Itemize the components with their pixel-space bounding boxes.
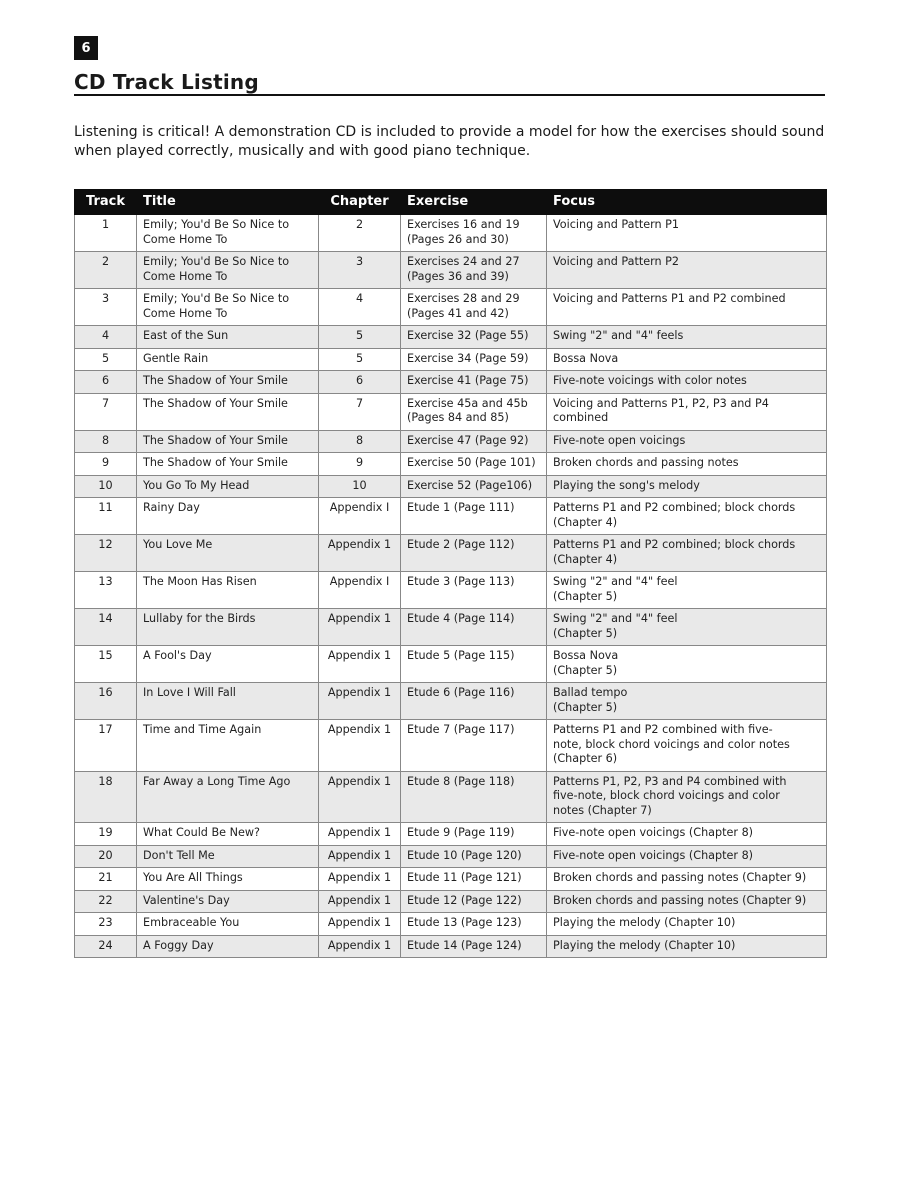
cell-chapter: Appendix 1 <box>319 646 401 683</box>
table-body <box>75 215 827 958</box>
table-row <box>75 475 827 498</box>
table-row <box>75 720 827 772</box>
cell-exercise: Etude 6 (Page 116) <box>401 683 547 720</box>
cell-focus: Voicing and Patterns P1, P2, P3 and P4 combined <box>547 393 827 430</box>
cell-title: What Could Be New? <box>137 823 319 846</box>
cell-track: 5 <box>75 348 137 371</box>
page-title: CD Track Listing <box>74 70 259 94</box>
cell-exercise: Exercise 47 (Page 92) <box>401 430 547 453</box>
cell-chapter: Appendix 1 <box>319 771 401 823</box>
cell-exercise: Etude 10 (Page 120) <box>401 845 547 868</box>
cell-chapter: 9 <box>319 453 401 476</box>
cell-exercise: Exercises 28 and 29 (Pages 41 and 42) <box>401 289 547 326</box>
cell-chapter: 7 <box>319 393 401 430</box>
cell-exercise: Exercise 45a and 45b (Pages 84 and 85) <box>401 393 547 430</box>
cell-chapter: Appendix 1 <box>319 935 401 958</box>
intro-paragraph: Listening is critical! A demonstration CD is included to provide a model for how the exercises should sound when played correctly, musically and with good piano technique. <box>74 124 825 159</box>
cell-chapter: 2 <box>319 215 401 252</box>
table-row <box>75 498 827 535</box>
cell-title: East of the Sun <box>137 326 319 349</box>
cell-track: 17 <box>75 720 137 772</box>
cell-title: Don't Tell Me <box>137 845 319 868</box>
cell-focus: Bossa Nova (Chapter 5) <box>547 646 827 683</box>
table-row <box>75 215 827 252</box>
cell-chapter: Appendix I <box>319 498 401 535</box>
cell-title: The Shadow of Your Smile <box>137 393 319 430</box>
table-row <box>75 430 827 453</box>
cell-track: 11 <box>75 498 137 535</box>
cell-chapter: Appendix 1 <box>319 535 401 572</box>
track-listing-table <box>74 189 827 958</box>
cell-exercise: Exercises 16 and 19 (Pages 26 and 30) <box>401 215 547 252</box>
cell-track: 1 <box>75 215 137 252</box>
cell-exercise: Etude 9 (Page 119) <box>401 823 547 846</box>
cell-focus: Playing the song's melody <box>547 475 827 498</box>
cell-focus: Ballad tempo (Chapter 5) <box>547 683 827 720</box>
cell-title: Valentine's Day <box>137 890 319 913</box>
page-number: 6 <box>74 36 98 60</box>
table-row <box>75 646 827 683</box>
header-track: Track <box>75 190 137 215</box>
cell-title: A Foggy Day <box>137 935 319 958</box>
cell-chapter: 4 <box>319 289 401 326</box>
header-title: Title <box>137 190 319 215</box>
cell-focus: Swing "2" and "4" feel (Chapter 5) <box>547 609 827 646</box>
cell-focus: Patterns P1 and P2 combined with five- note, block chord voicings and color notes (Chapter 6) <box>547 720 827 772</box>
cell-focus: Patterns P1 and P2 combined; block chords (Chapter 4) <box>547 498 827 535</box>
cell-focus: Playing the melody (Chapter 10) <box>547 935 827 958</box>
cell-track: 12 <box>75 535 137 572</box>
table-row <box>75 393 827 430</box>
cell-track: 18 <box>75 771 137 823</box>
cell-track: 13 <box>75 572 137 609</box>
cell-chapter: 10 <box>319 475 401 498</box>
cell-track: 9 <box>75 453 137 476</box>
cell-focus: Voicing and Pattern P1 <box>547 215 827 252</box>
cell-track: 20 <box>75 845 137 868</box>
cell-exercise: Etude 3 (Page 113) <box>401 572 547 609</box>
cell-exercise: Etude 4 (Page 114) <box>401 609 547 646</box>
cell-track: 22 <box>75 890 137 913</box>
cell-title: Rainy Day <box>137 498 319 535</box>
cell-focus: Five-note open voicings <box>547 430 827 453</box>
cell-track: 6 <box>75 371 137 394</box>
table-row <box>75 289 827 326</box>
cell-chapter: Appendix 1 <box>319 720 401 772</box>
table-row <box>75 371 827 394</box>
cell-exercise: Etude 7 (Page 117) <box>401 720 547 772</box>
table-header <box>75 190 827 215</box>
cell-focus: Broken chords and passing notes (Chapter 9) <box>547 868 827 891</box>
table-header-row <box>75 190 827 215</box>
table-row <box>75 771 827 823</box>
cell-title: The Moon Has Risen <box>137 572 319 609</box>
cell-chapter: Appendix 1 <box>319 845 401 868</box>
cell-track: 10 <box>75 475 137 498</box>
cell-title: You Are All Things <box>137 868 319 891</box>
cell-track: 7 <box>75 393 137 430</box>
cell-exercise: Etude 5 (Page 115) <box>401 646 547 683</box>
cell-focus: Broken chords and passing notes (Chapter 9) <box>547 890 827 913</box>
table-row <box>75 348 827 371</box>
cell-chapter: Appendix 1 <box>319 913 401 936</box>
cell-exercise: Exercise 41 (Page 75) <box>401 371 547 394</box>
table-row <box>75 453 827 476</box>
cell-track: 24 <box>75 935 137 958</box>
cell-chapter: 5 <box>319 348 401 371</box>
cell-title: You Love Me <box>137 535 319 572</box>
cell-track: 19 <box>75 823 137 846</box>
cell-track: 2 <box>75 252 137 289</box>
table-row <box>75 609 827 646</box>
cell-title: You Go To My Head <box>137 475 319 498</box>
cell-focus: Bossa Nova <box>547 348 827 371</box>
cell-exercise: Exercise 52 (Page106) <box>401 475 547 498</box>
cell-exercise: Exercises 24 and 27 (Pages 36 and 39) <box>401 252 547 289</box>
track-listing-table-wrap <box>74 189 826 958</box>
cell-focus: Patterns P1 and P2 combined; block chords (Chapter 4) <box>547 535 827 572</box>
cell-title: The Shadow of Your Smile <box>137 371 319 394</box>
cell-title: Lullaby for the Birds <box>137 609 319 646</box>
header-focus: Focus <box>547 190 827 215</box>
cell-chapter: Appendix 1 <box>319 890 401 913</box>
cell-focus: Five-note open voicings (Chapter 8) <box>547 823 827 846</box>
cell-exercise: Etude 1 (Page 111) <box>401 498 547 535</box>
cell-focus: Broken chords and passing notes <box>547 453 827 476</box>
table-row <box>75 683 827 720</box>
table-row <box>75 845 827 868</box>
cell-focus: Voicing and Patterns P1 and P2 combined <box>547 289 827 326</box>
cell-exercise: Exercise 34 (Page 59) <box>401 348 547 371</box>
table-row <box>75 326 827 349</box>
table-row <box>75 535 827 572</box>
cell-track: 15 <box>75 646 137 683</box>
cell-focus: Five-note open voicings (Chapter 8) <box>547 845 827 868</box>
cell-exercise: Etude 12 (Page 122) <box>401 890 547 913</box>
cell-exercise: Etude 8 (Page 118) <box>401 771 547 823</box>
cell-title: Far Away a Long Time Ago <box>137 771 319 823</box>
cell-focus: Swing "2" and "4" feel (Chapter 5) <box>547 572 827 609</box>
cell-chapter: 5 <box>319 326 401 349</box>
cell-track: 8 <box>75 430 137 453</box>
cell-track: 16 <box>75 683 137 720</box>
table-row <box>75 252 827 289</box>
cell-track: 23 <box>75 913 137 936</box>
cell-chapter: Appendix 1 <box>319 823 401 846</box>
cell-title: Emily; You'd Be So Nice to Come Home To <box>137 252 319 289</box>
cell-title: In Love I Will Fall <box>137 683 319 720</box>
cell-exercise: Etude 11 (Page 121) <box>401 868 547 891</box>
cell-focus: Playing the melody (Chapter 10) <box>547 913 827 936</box>
cell-focus: Swing "2" and "4" feels <box>547 326 827 349</box>
title-underline <box>74 94 825 96</box>
cell-chapter: 6 <box>319 371 401 394</box>
cell-title: A Fool's Day <box>137 646 319 683</box>
table-row <box>75 935 827 958</box>
header-exercise: Exercise <box>401 190 547 215</box>
cell-title: The Shadow of Your Smile <box>137 453 319 476</box>
cell-title: Time and Time Again <box>137 720 319 772</box>
cell-title: Emily; You'd Be So Nice to Come Home To <box>137 215 319 252</box>
cell-chapter: Appendix 1 <box>319 683 401 720</box>
cell-focus: Patterns P1, P2, P3 and P4 combined with five-note, block chord voicings and color notes (Chapter 7) <box>547 771 827 823</box>
table-row <box>75 890 827 913</box>
cell-title: The Shadow of Your Smile <box>137 430 319 453</box>
cell-track: 4 <box>75 326 137 349</box>
cell-focus: Five-note voicings with color notes <box>547 371 827 394</box>
cell-exercise: Etude 14 (Page 124) <box>401 935 547 958</box>
table-row <box>75 913 827 936</box>
cell-title: Embraceable You <box>137 913 319 936</box>
cell-exercise: Exercise 32 (Page 55) <box>401 326 547 349</box>
cell-chapter: Appendix 1 <box>319 868 401 891</box>
table-row <box>75 823 827 846</box>
header-chapter: Chapter <box>319 190 401 215</box>
cell-track: 14 <box>75 609 137 646</box>
cell-chapter: Appendix I <box>319 572 401 609</box>
cell-exercise: Exercise 50 (Page 101) <box>401 453 547 476</box>
cell-exercise: Etude 2 (Page 112) <box>401 535 547 572</box>
cell-exercise: Etude 13 (Page 123) <box>401 913 547 936</box>
cell-track: 21 <box>75 868 137 891</box>
table-row <box>75 868 827 891</box>
cell-chapter: Appendix 1 <box>319 609 401 646</box>
cell-focus: Voicing and Pattern P2 <box>547 252 827 289</box>
cell-title: Gentle Rain <box>137 348 319 371</box>
cell-track: 3 <box>75 289 137 326</box>
cell-chapter: 3 <box>319 252 401 289</box>
cell-title: Emily; You'd Be So Nice to Come Home To <box>137 289 319 326</box>
cell-chapter: 8 <box>319 430 401 453</box>
table-row <box>75 572 827 609</box>
